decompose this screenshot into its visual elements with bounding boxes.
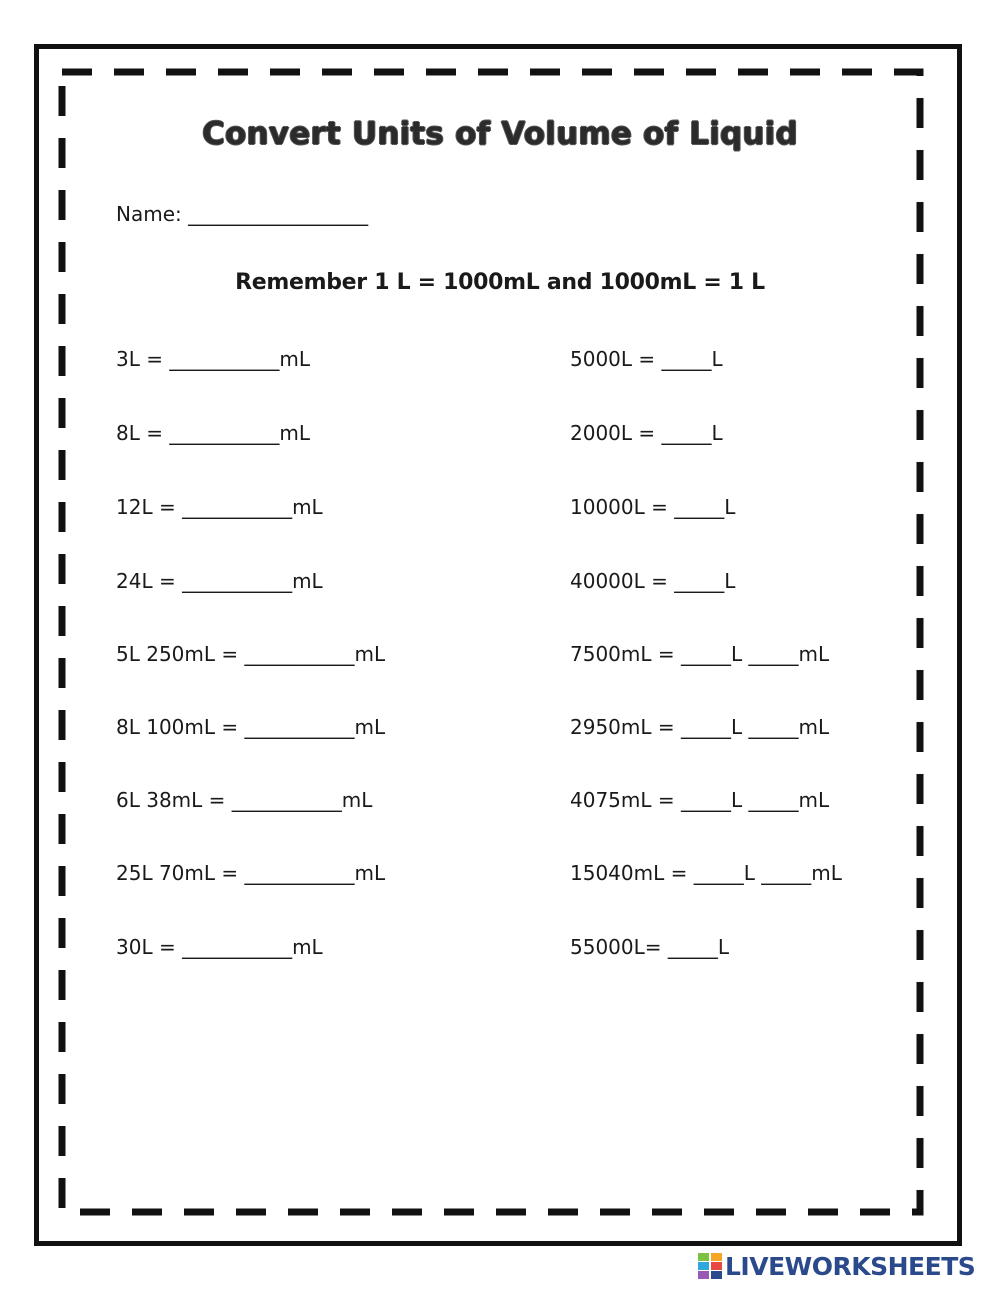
- problem-right-4[interactable]: 40000L = _____L: [570, 569, 736, 593]
- liveworksheets-logo-icon: [698, 1253, 722, 1279]
- problem-left-9[interactable]: 30L = ___________mL: [116, 935, 323, 959]
- problem-left-3[interactable]: 12L = ___________mL: [116, 495, 323, 519]
- brand-name: LIVEWORKSHEETS: [725, 1251, 976, 1281]
- problem-right-8[interactable]: 15040mL = _____L _____mL: [570, 861, 842, 885]
- reminder-text: Remember 1 L = 1000mL and 1000mL = 1 L: [235, 270, 765, 295]
- problem-left-1[interactable]: 3L = ___________mL: [116, 347, 310, 371]
- name-field[interactable]: Name: __________________: [116, 202, 369, 226]
- brand-footer: [698, 1252, 975, 1280]
- problem-left-4[interactable]: 24L = ___________mL: [116, 569, 323, 593]
- problem-left-8[interactable]: 25L 70mL = ___________mL: [116, 861, 386, 885]
- problem-right-1[interactable]: 5000L = _____L: [570, 347, 723, 371]
- worksheet-title: Convert Units of Volume of Liquid: [202, 116, 798, 152]
- problem-left-7[interactable]: 6L 38mL = ___________mL: [116, 788, 373, 812]
- problem-right-3[interactable]: 10000L = _____L: [570, 495, 736, 519]
- problem-right-7[interactable]: 4075mL = _____L _____mL: [570, 788, 830, 812]
- problem-left-6[interactable]: 8L 100mL = ___________mL: [116, 715, 386, 739]
- problem-right-9[interactable]: 55000L= _____L: [570, 935, 730, 959]
- problem-right-5[interactable]: 7500mL = _____L _____mL: [570, 642, 830, 666]
- problem-right-2[interactable]: 2000L = _____L: [570, 421, 723, 445]
- problem-left-5[interactable]: 5L 250mL = ___________mL: [116, 642, 386, 666]
- problem-right-6[interactable]: 2950mL = _____L _____mL: [570, 715, 830, 739]
- problem-left-2[interactable]: 8L = ___________mL: [116, 421, 310, 445]
